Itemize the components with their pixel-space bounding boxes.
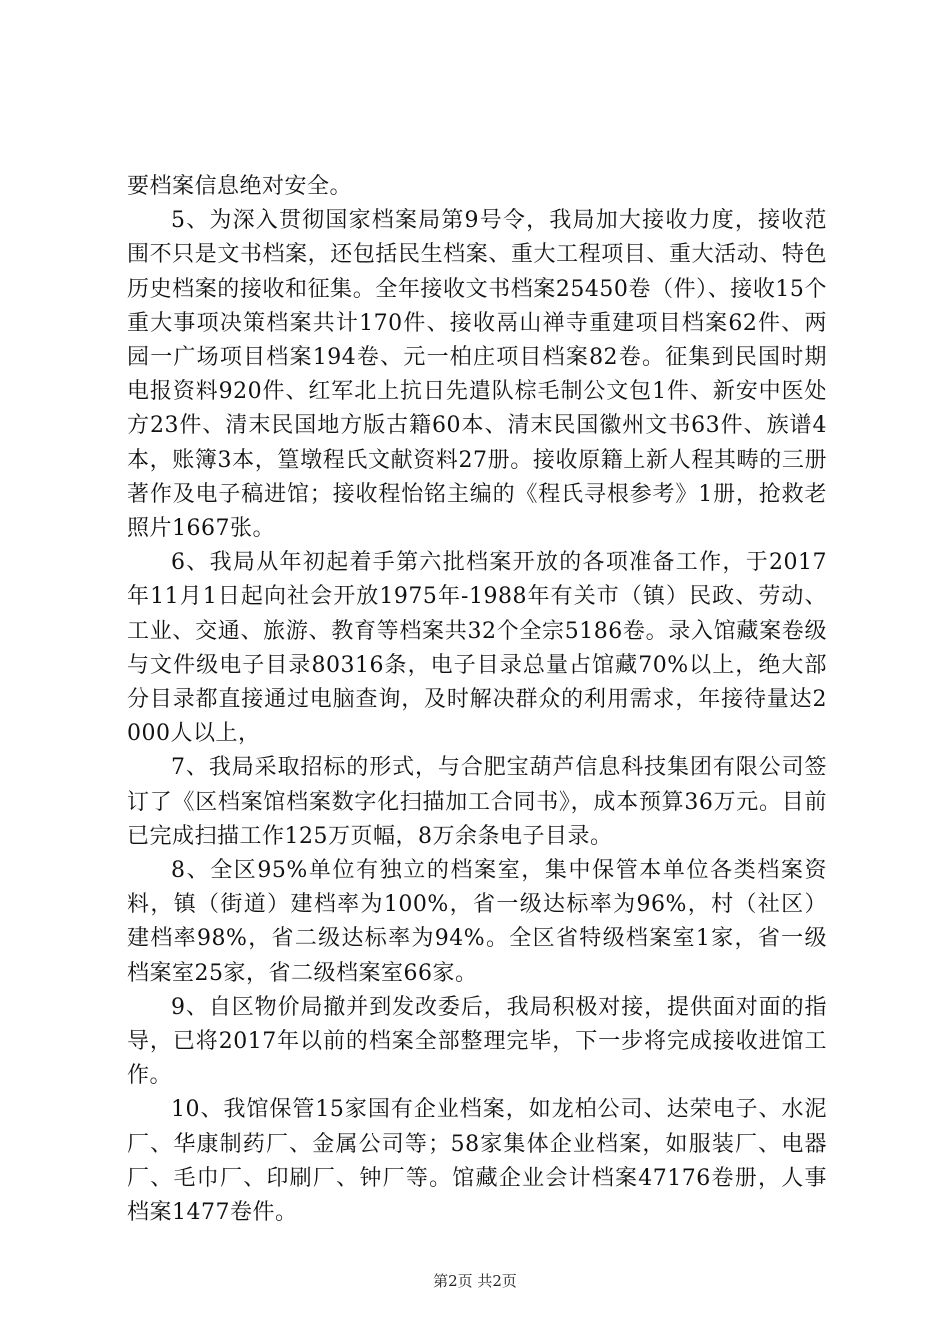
document-body bbox=[127, 170, 827, 1230]
paragraph-item-6: 6、我局从年初起着手第六批档案开放的各项准备工作，于2017年11月1日起向社会开放1975年-1988年有关市（镇）民政、劳动、工业、交通、旅游、教育等档案共32个全宗5186卷。录入馆藏案卷级与文件级电子目录80316条，电子目录总量占馆藏70%以上，绝大部分目录都直接通过电脑查询，及时解决群众的利用需求，年接待量达2000人以上， bbox=[127, 550, 827, 747]
page-number-footer: 第2页 共2页 bbox=[433, 1272, 517, 1290]
paragraph-item-9: 9、自区物价局撤并到发改委后，我局积极对接，提供面对面的指导，已将2017年以前的档案全部整理完毕，下一步将完成接收进馆工作。 bbox=[127, 994, 827, 1089]
paragraph-item-5: 5、为深入贯彻国家档案局第9号令，我局加大接收力度，接收范围不只是文书档案，还包括民生档案、重大工程项目、重大活动、特色历史档案的接收和征集。全年接收文书档案25450卷（件）、接收15个重大事项决策档案共计170件、接收鬲山禅寺重建项目档案62件、两园一广场项目档案194卷、元一柏庄项目档案82卷。征集到民国时期电报资料920件、红军北上抗日先遣队棕毛制公文包1件、新安中医处方23件、清末民国地方版古籍60本、清末民国徽州文书63件、族谱4本，账簿3本，篁墩程氏文献资料27册。接收原籍上新人程其畴的三册著作及电子稿进馆；接收程怡铭主编的《程氏寻根参考》1册，抢救老照片1667张。 bbox=[127, 208, 827, 542]
paragraph-item-8: 8、全区95%单位有独立的档案室，集中保管本单位各类档案资料，镇（街道）建档率为100%，省一级达标率为96%，村（社区）建档率98%，省二级达标率为94%。全区省特级档案室1家，省一级档案室25家，省二级档案室66家。 bbox=[127, 858, 827, 986]
paragraph-item-10: 10、我馆保管15家国有企业档案，如龙柏公司、达荣电子、水泥厂、华康制药厂、金属公司等；58家集体企业档案，如服装厂、电器厂、毛巾厂、印刷厂、钟厂等。馆藏企业会计档案47176卷册，人事档案1477卷件。 bbox=[127, 1097, 827, 1226]
paragraph-item-7: 7、我局采取招标的形式，与合肥宝葫芦信息科技集团有限公司签订了《区档案馆档案数字化扫描加工合同书》，成本预算36万元。目前已完成扫描工作125万页幅，8万余条电子目录。 bbox=[127, 755, 827, 849]
paragraph-continuation: 要档案信息绝对安全。 bbox=[127, 174, 353, 199]
